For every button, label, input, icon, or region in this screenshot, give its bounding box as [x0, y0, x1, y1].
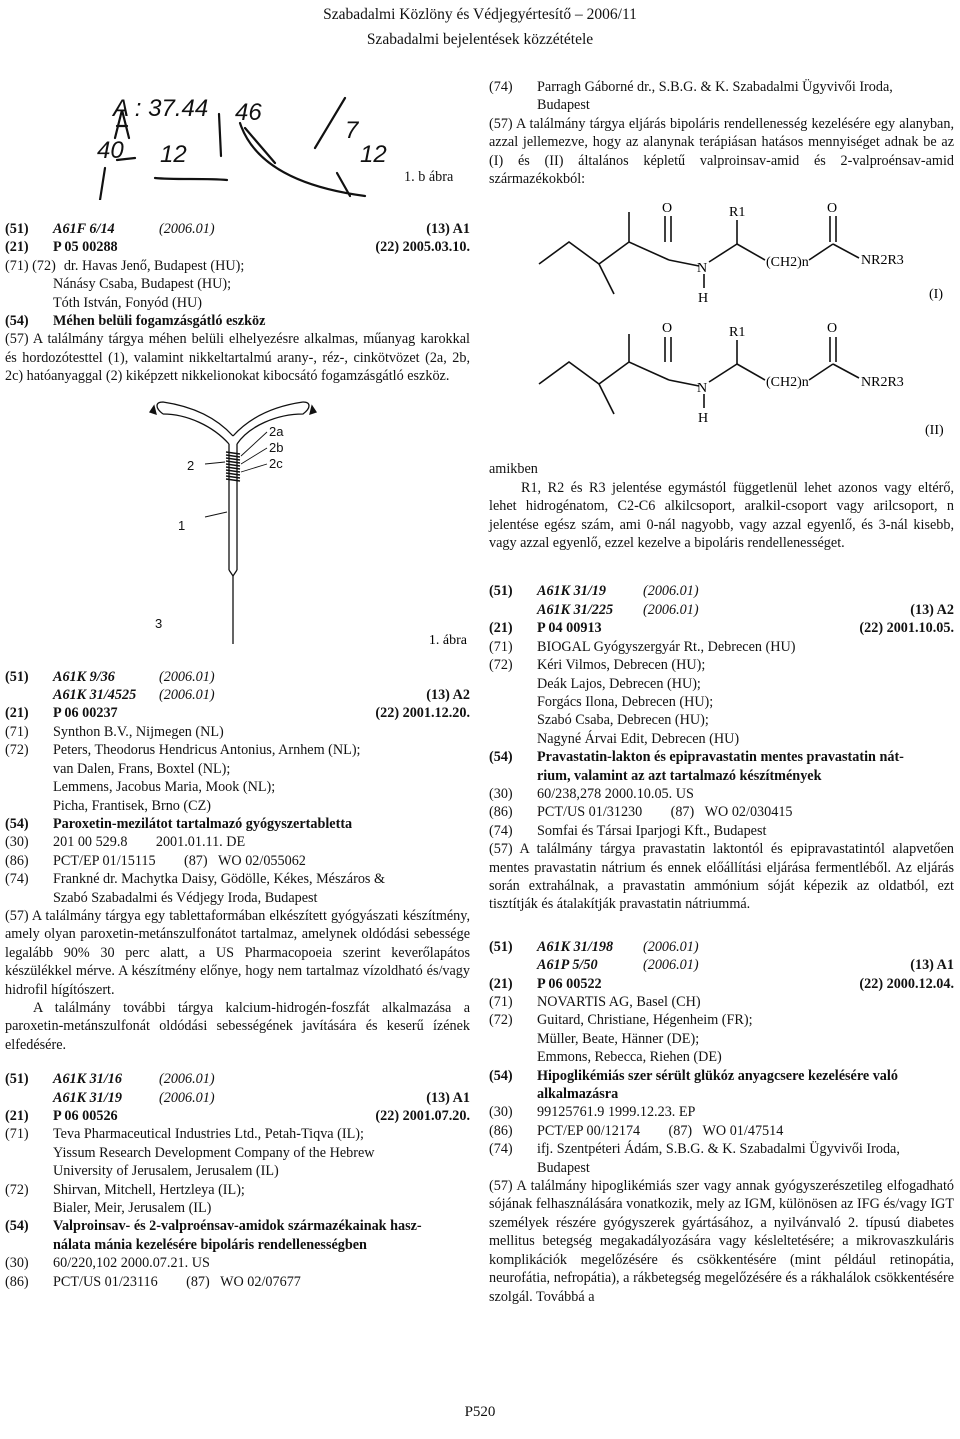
ipc-code: (51): [5, 221, 29, 237]
field-code: (74): [5, 871, 29, 888]
applicant-line: Teva Pharmaceutical Industries Ltd., Petah-Tiqva (IL);: [53, 1126, 364, 1143]
kind-code: (13) A1: [910, 957, 954, 974]
ipc-class: A61K 31/198: [537, 938, 614, 955]
field-code: (71): [489, 638, 513, 655]
ipc-class: A61K 9/36: [53, 668, 115, 685]
agent-line: Budapest: [537, 1159, 590, 1176]
atom-label: NR2R3: [861, 375, 904, 391]
atom-label: R1: [729, 205, 746, 221]
applicant-line: University of Jerusalem, Jerusalem (IL): [53, 1163, 279, 1180]
ipc-year: (2006.01): [643, 583, 699, 600]
field-code: (21): [489, 620, 513, 637]
atom-label: H: [698, 291, 709, 307]
filing-date: (22) 2005.03.10.: [375, 239, 470, 256]
abstract: (57) A találmány tárgya eljárás bipoláris rendellenesség kezelésére egy alanyban, azzal jellemezve, hogy az alanynak terápiásan hatásos mennyiséget adnak be az (I) és (II) általános képletű valproinsav-amid és 2-valproénsav-amid származékokból:: [489, 115, 954, 188]
field-code: (30): [489, 785, 513, 802]
figure-caption: 1. ábra: [428, 632, 467, 648]
left-column: [5, 78, 470, 1291]
handwritten-label: 46: [235, 99, 262, 126]
atom-label: N: [697, 261, 708, 277]
page-header: [0, 2, 960, 52]
figure-1-drawing: [5, 392, 470, 654]
application-number: P 06 00237: [53, 705, 118, 722]
priority: 99125761.9 1999.12.23. EP: [537, 1104, 696, 1121]
applicant: BIOGAL Gyógyszergyár Rt., Debrecen (HU): [537, 638, 796, 655]
abstract: (57) A találmány tárgya pravastatin laktontól és epipravastatintól alapvetően mentes pravastatin nátrium és ennek előállítási eljárása fermentléből. Az eljárás során extrahálnak, a pravastatin ammónium sóját képezik az oldatból, ezt tisztítják és átalakítják pravastatin nátriummá.: [489, 841, 954, 913]
field-code: (54): [5, 1218, 29, 1235]
inventor-line: Deák Lajos, Debrecen (HU);: [537, 675, 701, 692]
applicant-line: dr. Havas Jenő, Budapest (HU);: [63, 257, 245, 274]
journal-title: Szabadalmi Közlöny és Védjegyértesítő – 2006/11: [323, 6, 637, 23]
inventor-line: Nagyné Árvai Edit, Debrecen (HU): [537, 730, 740, 747]
field-code: (72): [489, 1012, 513, 1029]
inventor-line: Szabó Csaba, Debrecen (HU);: [537, 712, 709, 729]
field-code: (21): [5, 239, 29, 256]
pct-number: PCT/US 01/31230 (87) WO 02/030415: [537, 804, 793, 821]
handwritten-label: 40: [97, 137, 124, 164]
field-code: (71): [489, 994, 513, 1010]
abstract: (57) A találmány tárgya egy tablettaformában elkészített gyógyászati készítmény, amely olyan paroxetin-metánszulfonátot tartalmaz, amelynek oldódási sebessége legalább 90% 30 perc alatt, a US Pharmacopoeia szerint keverőlapátos készülékkel mérve. A készítmény előnye, hogy nem tartalmaz vízoldható és/vagy hidrofil hígítószert.: [5, 907, 470, 998]
part-label: 2b: [269, 439, 284, 455]
agent-line: Parragh Gáborné dr., S.B.G. & K. Szabadalmi Ügyvivői Iroda,: [537, 79, 893, 95]
atom-label: NR2R3: [861, 253, 904, 269]
agent-line: Szabó Szabadalmi és Védjegy Iroda, Budapest: [53, 889, 318, 906]
part-label: 2a: [269, 423, 284, 439]
patent-entry: [489, 582, 954, 913]
patent-title-line: Pravastatin-lakton és epipravastatin mentes pravastatin nát-: [537, 749, 904, 766]
ipc-code: (51): [489, 938, 513, 955]
patent-entry: [489, 938, 954, 1306]
part-label: 2: [187, 457, 195, 473]
figure-caption: 1. b ábra: [404, 169, 454, 185]
agent-line: Budapest: [537, 97, 590, 114]
field-code: (74): [489, 1141, 513, 1158]
patent-title: Méhen belüli fogamzásgátló eszköz: [53, 313, 266, 330]
field-code: (54): [489, 1067, 513, 1084]
abstract: (57) A találmány hipoglikémiás szer vagy annak gyógyszerészetileg elfogadható sójának felhasználására vonatkozik, mely az IGM, különösen az IFG és/vagy IGT személyek részére gyógyszerek gyártásához, a nyilvánvaló 2. típusú diabetes mellitus betegség megakadályozására vagy késleltetésére; a mikrovaszkuláris komplikációk megelőzésére és csökkentésére (mint például retinopátia, neurofátia, nefropátia), a rákbetegség megelőzésére és a rákhalálok csökkentésére szolgál. Továbbá a: [489, 1178, 954, 1305]
application-number: P 04 00913: [537, 620, 602, 637]
application-number: P 05 00288: [53, 239, 118, 256]
field-code: (86): [5, 852, 29, 869]
field-code: (54): [5, 313, 29, 330]
formula-number: (I): [929, 287, 943, 303]
ipc-class: A61F 6/14: [53, 221, 115, 237]
applicant-line: Yissum Research Development Company of the Hebrew: [53, 1144, 375, 1161]
field-code: (71) (72): [5, 257, 56, 274]
atom-label: O: [662, 321, 673, 337]
figure-1: [5, 392, 470, 654]
ipc-code: (51): [489, 583, 513, 600]
pct-number: PCT/EP 01/15115 (87) WO 02/055062: [53, 852, 306, 869]
inventor-line: Müller, Beate, Hänner (DE);: [537, 1030, 700, 1047]
handwritten-label: A : 37.44: [113, 95, 209, 122]
ipc-year: (2006.01): [159, 221, 215, 237]
field-code: (54): [489, 749, 513, 766]
ipc-year: (2006.01): [159, 1071, 215, 1088]
agent-line: Frankné dr. Machytka Daisy, Gödölle, Kékes, Mészáros &: [53, 871, 386, 888]
part-label: 2c: [269, 455, 283, 471]
patent-entry: [5, 1070, 470, 1291]
figure-1b: [5, 78, 470, 200]
field-code: (86): [489, 804, 513, 821]
ipc-class: A61K 31/19: [537, 583, 606, 600]
pct-number: PCT/US 01/23116 (87) WO 02/07677: [53, 1273, 301, 1290]
ipc-year: (2006.01): [159, 668, 215, 685]
priority: 201 00 529.8 2001.01.11. DE: [53, 834, 246, 851]
ipc-code: (51): [5, 1071, 29, 1088]
ipc-year: (2006.01): [643, 601, 699, 618]
field-code: (21): [5, 1108, 29, 1124]
formula-drawing: [489, 194, 954, 442]
abstract: (57) A találmány tárgya méhen belüli elhelyezésre alkalmas, műanyag karokkal és hordozótesttel (1), valamint nikkeltartalmú arany-, réz-, cinkötvözet (2a, 2b, 2c) hatóanyaggal (2) kiképzett nikkelionokat kibocsátó fogamzásgátló eszköz.: [5, 331, 470, 385]
applicant: Synthon B.V., Nijmegen (NL): [53, 723, 224, 740]
handwritten-label: 12: [360, 141, 387, 168]
atom-label: O: [827, 321, 838, 337]
field-code: (74): [489, 79, 513, 95]
part-label: 1: [178, 517, 186, 533]
page-number: P520: [464, 1404, 496, 1420]
atom-label: O: [662, 201, 673, 217]
inventor-line: Forgács Ilona, Debrecen (HU);: [537, 693, 714, 710]
ipc-class: A61P 5/50: [537, 957, 598, 974]
patent-entry: [5, 220, 470, 386]
ipc-year: (2006.01): [159, 1089, 215, 1106]
applicant-line: Tóth István, Fonyód (HU): [53, 294, 202, 311]
atom-label: R1: [729, 325, 746, 341]
ipc-year: (2006.01): [643, 957, 699, 974]
patent-title-line: alkalmazásra: [537, 1086, 619, 1103]
where-label: amikben: [489, 461, 538, 478]
field-code: (74): [489, 822, 513, 839]
kind-code: (13) A1: [426, 221, 470, 237]
inventor-line: Kéri Vilmos, Debrecen (HU);: [537, 657, 706, 674]
filing-date: (22) 2001.10.05.: [859, 620, 954, 637]
filing-date: (22) 2000.12.04.: [859, 975, 954, 992]
ipc-class: A61K 31/4525: [53, 687, 137, 704]
field-code: (71): [5, 1126, 29, 1143]
field-code: (71): [5, 723, 29, 740]
priority: 60/220,102 2000.07.21. US: [53, 1255, 210, 1272]
priority: 60/238,278 2000.10.05. US: [537, 785, 694, 802]
field-code: (72): [5, 742, 29, 759]
patent-entry: [5, 668, 470, 1055]
ipc-class: A61K 31/16: [53, 1071, 122, 1088]
definitions: R1, R2 és R3 jelentése egymástól függetlenül lehet azonos vagy eltérő, lehet hidrogénatom, C2-C6 alkilcsoport, aralkil-csoport vagy arilcsoport, n jelentése egész szám, ami 0-nál nagyobb, vagy azzal egyenlő, és 3-nál kisebb, vagy azzal egyenlő, ezzel kezelve a bipoláris rendellenességet.: [489, 479, 954, 552]
field-code: (86): [489, 1122, 513, 1139]
applicant-line: Nánásy Csaba, Budapest (HU);: [53, 276, 232, 293]
atom-label: N: [697, 381, 708, 397]
atom-label: (CH2)n: [766, 375, 809, 391]
section-title: Szabadalmi bejelentések közzététele: [366, 31, 594, 48]
kind-code: (13) A1: [426, 1089, 470, 1106]
application-number: P 06 00526: [53, 1108, 118, 1124]
handwritten-label: 7: [345, 117, 359, 144]
application-number: P 06 00522: [537, 975, 602, 992]
formula-number: (II): [925, 423, 944, 439]
field-code: (86): [5, 1273, 29, 1290]
inventor-line: Guitard, Christiane, Hégenheim (FR);: [537, 1012, 753, 1029]
patent-title-line: Hipoglikémiás szer sérült glükóz anyagcsere kezelésére való: [537, 1067, 898, 1084]
agent-line: ifj. Szentpéteri Ádám, S.B.G. & K. Szabadalmi Ügyvivői Iroda,: [537, 1141, 900, 1158]
field-code: (54): [5, 815, 29, 832]
part-label: 3: [155, 615, 163, 631]
atom-label: H: [698, 411, 709, 427]
kind-code: (13) A2: [426, 687, 470, 704]
inventor-line: van Dalen, Frans, Boxtel (NL);: [53, 760, 231, 777]
chemical-formulas: [489, 194, 954, 442]
applicant: NOVARTIS AG, Basel (CH): [537, 994, 701, 1010]
inventor-line: Bialer, Meir, Jerusalem (IL): [53, 1200, 212, 1217]
ipc-class: A61K 31/225: [537, 601, 614, 618]
field-code: (21): [5, 705, 29, 722]
patent-title-line: Valproinsav- és 2-valproénsav-amidok származékainak hasz-: [53, 1218, 422, 1235]
kind-code: (13) A2: [910, 601, 954, 618]
inventor-line: Peters, Theodorus Hendricus Antonius, Arnhem (NL);: [53, 742, 361, 759]
filing-date: (22) 2001.12.20.: [375, 705, 470, 722]
inventor-line: Picha, Frantisek, Brno (CZ): [53, 797, 212, 814]
ipc-year: (2006.01): [159, 687, 215, 704]
agent: Somfai és Társai Iparjogi Kft., Budapest: [537, 822, 767, 839]
ipc-year: (2006.01): [643, 938, 699, 955]
right-column: [489, 78, 954, 1306]
filing-date: (22) 2001.07.20.: [375, 1108, 470, 1124]
field-code: (72): [489, 657, 513, 674]
inventor-line: Lemmens, Jacobus Maria, Mook (NL);: [53, 779, 276, 796]
inventor-line: Emmons, Rebecca, Riehen (DE): [537, 1049, 722, 1066]
inventor-line: Shirvan, Mitchell, Hertzleya (IL);: [53, 1181, 245, 1198]
handwritten-label: 12: [160, 141, 187, 168]
ipc-code: (51): [5, 668, 29, 685]
patent-title-line: nálata mánia kezelésére bipoláris rendellenességben: [53, 1236, 367, 1253]
field-code: (30): [489, 1104, 513, 1121]
patent-title-line: rium, valamint az azt tartalmazó készítmények: [537, 767, 822, 784]
ipc-class: A61K 31/19: [53, 1089, 122, 1106]
atom-label: O: [827, 201, 838, 217]
atom-label: (CH2)n: [766, 255, 809, 271]
pct-number: PCT/EP 00/12174 (87) WO 01/47514: [537, 1122, 784, 1139]
field-code: (21): [489, 975, 513, 992]
figure-1b-drawing: [5, 78, 470, 200]
field-code: (72): [5, 1181, 29, 1198]
patent-title: Paroxetin-mezilátot tartalmazó gyógyszertabletta: [53, 815, 353, 832]
abstract-continued: A találmány további tárgya kalcium-hidrogén-foszfát alkalmazása a paroxetin-metánszulfonát oldódási sebességének javítására és keserű ízének elfedésére.: [5, 999, 470, 1053]
field-code: (30): [5, 834, 29, 851]
field-code: (30): [5, 1255, 29, 1272]
